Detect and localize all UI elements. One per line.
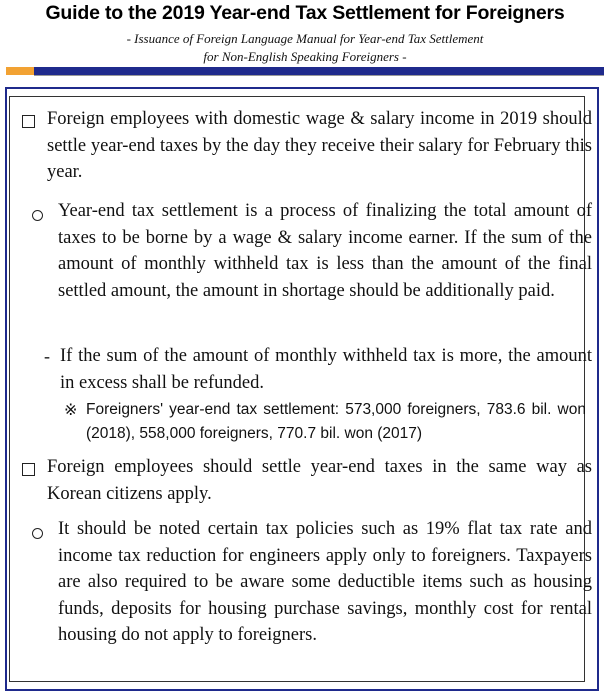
dash-marker: -	[44, 346, 50, 366]
section2-heading: Foreign employees should settle year-end taxes in the same way as Korean citizens apply.	[47, 457, 592, 504]
subtitle-line-2: for Non-English Speaking Foreigners -	[203, 49, 407, 64]
square-bullet-icon	[22, 109, 35, 136]
divider-orange-segment	[6, 67, 34, 75]
section1-subpoint: If the sum of the amount of monthly withheld tax is more, the amount in excess shall be refunded.	[60, 346, 592, 393]
divider-navy-segment	[34, 67, 604, 75]
section1-heading: Foreign employees with domestic wage & salary income in 2019 should settle year-end taxes by the day they receive their salary for February this year.	[47, 109, 592, 182]
square-bullet-icon	[22, 457, 35, 484]
section1-point: Year-end tax settlement is a process of finalizing the total amount of taxes to be borne by a wage & salary income earner. If the sum of the amount of monthly withheld tax is less than the amount of the final settled amount, the amount in shortage should be additionally paid.	[58, 201, 592, 301]
page-title: Guide to the 2019 Year-end Tax Settlement for Foreigners	[45, 2, 565, 24]
header-divider-bar	[6, 67, 604, 75]
circle-bullet-icon	[32, 202, 43, 229]
statistics-note: Foreigners' year-end tax settlement: 573,000 foreigners, 783.6 bil. won (2018), 558,000 foreigners, 770.7 bil. won (2017)	[86, 401, 586, 442]
divider-gray-line	[34, 75, 604, 76]
subtitle-line-1: - Issuance of Foreign Language Manual for Year-end Tax Settlement	[126, 31, 484, 46]
section2-point: It should be noted certain tax policies such as 19% flat tax rate and income tax reduction for engineers apply only to foreigners. Taxpayers are also required to be aware some deductible items such as housing funds, deposits for housing purchase savings, monthly cost for rental housing do not apply to foreigners.	[58, 519, 592, 645]
circle-bullet-icon	[32, 520, 43, 547]
reference-mark-icon: ※	[64, 400, 78, 419]
